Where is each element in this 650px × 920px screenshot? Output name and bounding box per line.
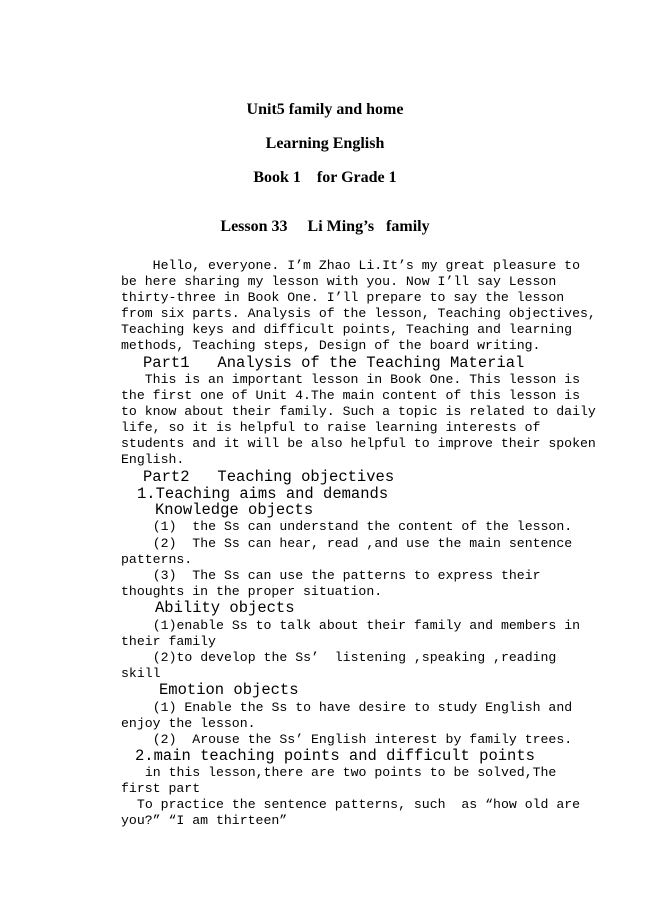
lesson-title: Lesson 33 Li Ming’s family bbox=[220, 218, 430, 235]
part1-line: to know about their family. Such a topic is related to daily bbox=[121, 404, 596, 419]
points-line: To practice the sentence patterns, such as “how old are bbox=[129, 797, 581, 812]
part1-line: students and it will be also helpful to improve their spoken bbox=[121, 436, 596, 451]
aims-heading: 1.Teaching aims and demands bbox=[137, 485, 389, 503]
ability-heading: Ability objects bbox=[155, 599, 295, 617]
points-line: first part bbox=[121, 781, 201, 796]
intro-line: from six parts. Analysis of the lesson, Teaching objectives, bbox=[121, 306, 596, 321]
emotion-line: (1) Enable the Ss to have desire to study English and bbox=[129, 700, 573, 715]
points-line: you?” “I am thirteen” bbox=[121, 813, 288, 828]
ability-line: (1)enable Ss to talk about their family and members in bbox=[129, 618, 581, 633]
points-heading: 2.main teaching points and difficult points bbox=[135, 747, 535, 765]
book-title: Book 1 for Grade 1 bbox=[253, 169, 397, 186]
part1-line: life, so it is helpful to raise learning interests of bbox=[121, 420, 541, 435]
intro-line: Hello, everyone. I’m Zhao Li.It’s my great pleasure to bbox=[121, 258, 580, 273]
knowledge-line: (1) the Ss can understand the content of the lesson. bbox=[129, 519, 573, 534]
ability-line: their family bbox=[121, 634, 216, 649]
intro-line: be here sharing my lesson with you. Now I’ll say Lesson bbox=[121, 274, 557, 289]
knowledge-line: patterns. bbox=[121, 552, 193, 567]
emotion-heading: Emotion objects bbox=[159, 681, 299, 699]
emotion-line: enjoy the lesson. bbox=[121, 716, 256, 731]
part1-heading: Part1 Analysis of the Teaching Material bbox=[143, 354, 525, 372]
part2-heading: Part2 Teaching objectives bbox=[143, 468, 395, 486]
emotion-line: (2) Arouse the Ss’ English interest by family trees. bbox=[129, 732, 573, 747]
knowledge-line: thoughts in the proper situation. bbox=[121, 584, 383, 599]
part1-line: English. bbox=[121, 452, 185, 467]
ability-line: skill bbox=[121, 666, 161, 681]
knowledge-heading: Knowledge objects bbox=[155, 501, 314, 519]
knowledge-line: (2) The Ss can hear, read ,and use the main sentence bbox=[129, 536, 573, 551]
part1-line: This is an important lesson in Book One. This lesson is bbox=[121, 372, 580, 387]
unit-title: Unit5 family and home bbox=[246, 101, 404, 118]
intro-line: methods, Teaching steps, Design of the board writing. bbox=[121, 338, 541, 353]
intro-line: Teaching keys and difficult points, Teaching and learning bbox=[121, 322, 573, 337]
points-line: in this lesson,there are two points to be solved,The bbox=[129, 765, 557, 780]
ability-line: (2)to develop the Ss’ listening ,speaking ,reading bbox=[129, 650, 557, 665]
part1-line: the first one of Unit 4.The main content of this lesson is bbox=[121, 388, 580, 403]
course-title: Learning English bbox=[265, 135, 385, 152]
knowledge-line: (3) The Ss can use the patterns to express their bbox=[129, 568, 541, 583]
intro-line: thirty-three in Book One. I’ll prepare to say the lesson bbox=[121, 290, 565, 305]
